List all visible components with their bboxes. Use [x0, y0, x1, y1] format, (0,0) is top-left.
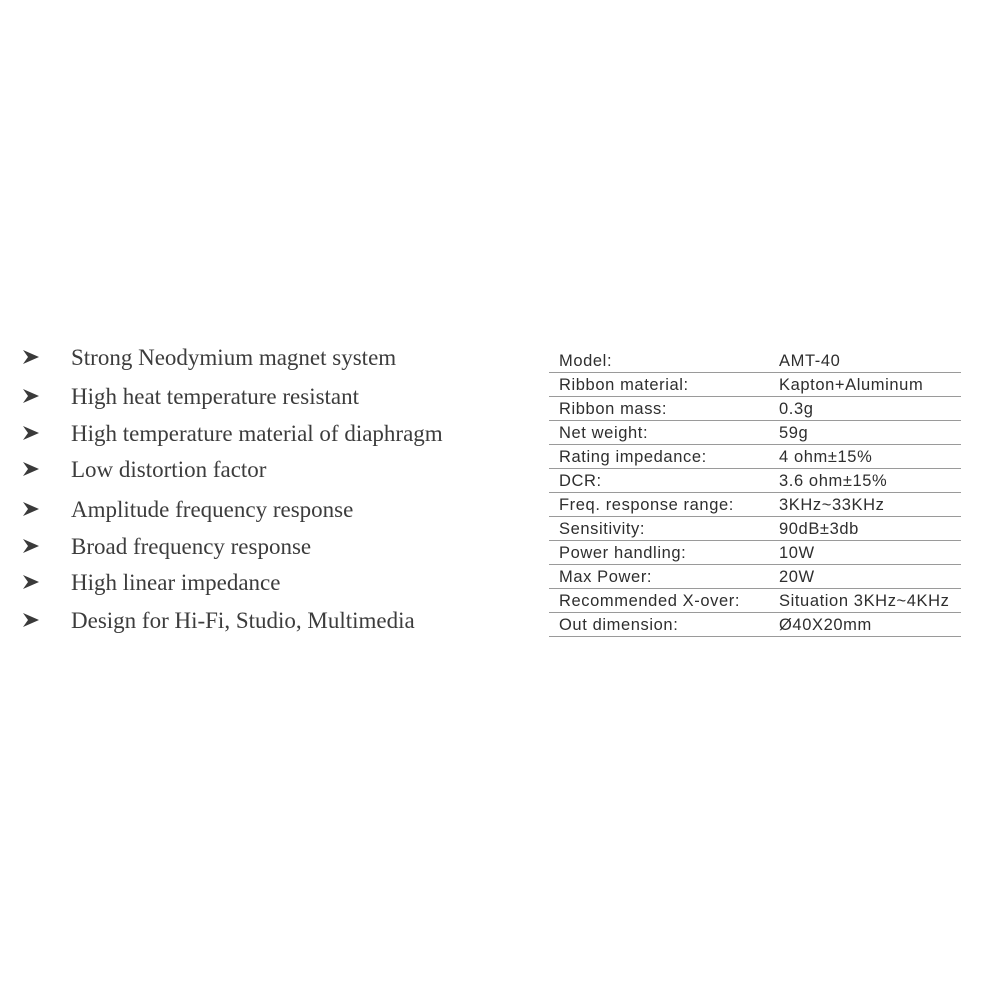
spec-value: 59g: [779, 424, 809, 442]
spec-row: [549, 541, 961, 565]
spec-row: [549, 493, 961, 517]
feature-item: [0, 608, 520, 638]
arrow-bullet-icon: [22, 611, 40, 629]
spec-label: DCR:: [559, 472, 602, 490]
feature-list: [0, 345, 520, 645]
spec-table: [549, 351, 961, 641]
feature-item: [0, 457, 520, 487]
arrow-bullet-icon: [22, 387, 40, 405]
feature-text: High linear impedance: [71, 570, 281, 595]
spec-label: Max Power:: [559, 568, 653, 586]
spec-value: 10W: [779, 544, 815, 562]
feature-item: [0, 421, 520, 451]
spec-value: 0.3g: [779, 400, 814, 418]
spec-row: [549, 445, 961, 469]
feature-item: [0, 345, 520, 375]
spec-label: Rating impedance:: [559, 448, 707, 466]
spec-row: [549, 589, 961, 613]
spec-label: Out dimension:: [559, 616, 679, 634]
feature-text: Low distortion factor: [71, 457, 267, 482]
feature-text: Design for Hi-Fi, Studio, Multimedia: [71, 608, 415, 633]
spec-row: [549, 373, 961, 397]
feature-item: [0, 497, 520, 527]
spec-row: [549, 421, 961, 445]
spec-label: Net weight:: [559, 424, 649, 442]
spec-value: 90dB±3db: [779, 520, 859, 538]
feature-text: Broad frequency response: [71, 534, 312, 559]
spec-row: [549, 469, 961, 493]
arrow-bullet-icon: [22, 537, 40, 555]
spec-value: Ø40X20mm: [779, 616, 872, 634]
spec-label: Ribbon mass:: [559, 400, 668, 418]
feature-text: Strong Neodymium magnet system: [71, 345, 397, 370]
feature-text: Amplitude frequency response: [71, 497, 354, 522]
feature-item: [0, 384, 520, 414]
arrow-bullet-icon: [22, 460, 40, 478]
spec-value: 3KHz~33KHz: [779, 496, 885, 514]
arrow-bullet-icon: [22, 424, 40, 442]
spec-label: Power handling:: [559, 544, 687, 562]
feature-item: [0, 570, 520, 600]
feature-item: [0, 534, 520, 564]
arrow-bullet-icon: [22, 573, 40, 591]
spec-row: [549, 397, 961, 421]
spec-row: [549, 517, 961, 541]
spec-value: Kapton+Aluminum: [779, 376, 924, 394]
spec-row: [549, 351, 961, 373]
spec-value: Situation 3KHz~4KHz: [779, 592, 950, 610]
spec-label: Ribbon material:: [559, 376, 689, 394]
spec-label: Model:: [559, 352, 613, 370]
feature-text: High temperature material of diaphragm: [71, 421, 443, 446]
spec-value: AMT-40: [779, 352, 841, 370]
arrow-bullet-icon: [22, 348, 40, 366]
spec-row: [549, 613, 961, 637]
spec-value: 20W: [779, 568, 815, 586]
feature-text: High heat temperature resistant: [71, 384, 360, 409]
spec-value: 4 ohm±15%: [779, 448, 873, 466]
spec-label: Sensitivity:: [559, 520, 646, 538]
spec-row: [549, 565, 961, 589]
arrow-bullet-icon: [22, 500, 40, 518]
spec-label: Freq. response range:: [559, 496, 734, 514]
spec-label: Recommended X-over:: [559, 592, 741, 610]
spec-value: 3.6 ohm±15%: [779, 472, 888, 490]
